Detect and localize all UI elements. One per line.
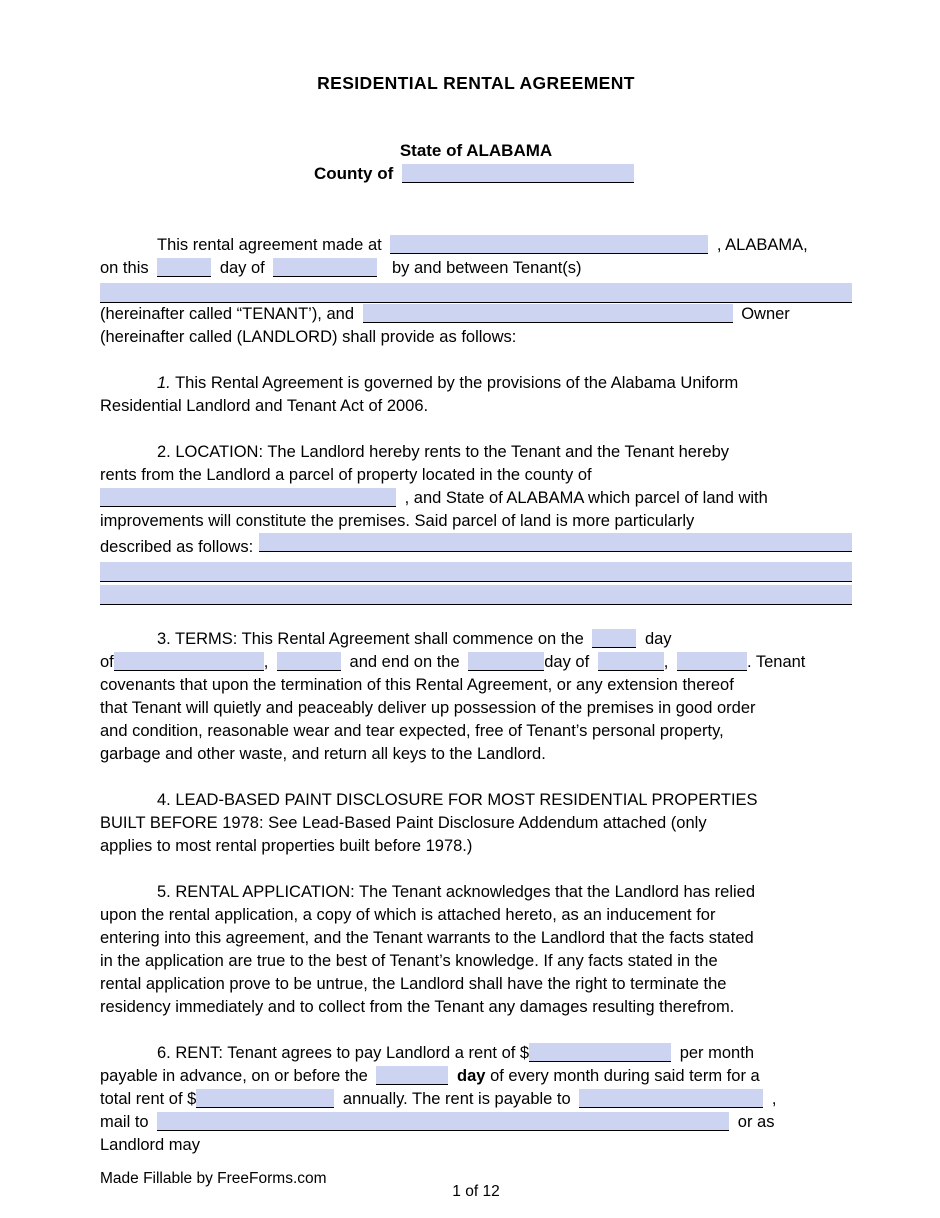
section-1-paragraph [100,372,852,418]
commence-month-field[interactable] [114,652,264,671]
rent-payable-to-field[interactable] [579,1089,763,1108]
monthly-rent-field[interactable] [529,1043,671,1062]
text-run: Landlord may [100,1136,200,1154]
text-run: day [457,1067,486,1085]
section-5-paragraph [100,881,852,1019]
county-label: County of [313,164,394,183]
section-3-paragraph [100,628,852,766]
text-run: total rent of $ [100,1090,197,1108]
text-run: Residential Landlord and Tenant Act of 2006. [100,397,429,415]
text-line [100,1134,852,1157]
end-day-field[interactable] [468,652,544,671]
text-line [100,303,852,326]
text-line [100,533,852,559]
county-line [100,162,852,185]
text-run: or as [737,1113,775,1131]
text-run: 3. TERMS: This Rental Agreement shall commence on the [157,630,584,648]
text-line [100,1042,852,1065]
text-line [100,628,852,651]
text-run: and end on the [349,653,460,671]
text-line [100,510,852,533]
text-run: (hereinafter called “TENANT’), and [100,305,355,323]
end-month-field[interactable] [598,652,664,671]
text-run: , ALABAMA, [716,236,808,254]
text-line: that Tenant will quietly and peaceably deliver up possession of the premises in good order [100,699,756,717]
text-run: by and between Tenant(s) [391,259,582,277]
end-year-field[interactable] [677,652,747,671]
text-line [100,1065,852,1088]
text-line: entering into this agreement, and the Tenant warrants to the Landlord that the facts stated [100,929,754,947]
text-line [100,441,852,464]
rent-mail-to-field[interactable] [157,1112,729,1131]
state-heading: State of ALABAMA [399,141,553,160]
agreement-day-field[interactable] [157,258,211,277]
credit-line: Made Fillable by FreeForms.com [100,1170,327,1187]
annual-rent-field[interactable] [196,1089,334,1108]
section-6-paragraph [100,1042,852,1157]
text-line [100,1088,852,1111]
text-run: mail to [100,1113,149,1131]
text-line: rental application prove to be untrue, the Landlord shall have the right to terminate the [100,975,727,993]
text-line [100,257,852,280]
text-line [100,234,852,257]
text-line [100,326,852,349]
intro-paragraph [100,234,852,349]
text-line [100,1111,852,1134]
property-description-field-1[interactable] [259,533,852,552]
made-at-field[interactable] [390,235,708,254]
text-run: (hereinafter called (LANDLORD) shall provide as follows: [100,328,517,346]
commence-year-field[interactable] [277,652,341,671]
commence-day-field[interactable] [592,629,636,648]
text-line: and condition, reasonable wear and tear expected, free of Tenant’s personal property, [100,722,724,740]
text-run: This rental agreement made at [157,236,382,254]
page-number: 1 of 12 [452,1183,500,1200]
text-line [100,372,852,395]
text-line: applies to most rental properties built before 1978.) [100,837,473,855]
text-run: This Rental Agreement is governed by the provisions of the Alabama Uniform [175,374,739,392]
text-run: , [771,1090,777,1108]
tenant-names-field[interactable] [100,283,852,303]
text-run: 6. RENT: Tenant agrees to pay Landlord a rent of $ [157,1044,530,1062]
agreement-month-field[interactable] [273,258,377,277]
section-3-body [100,674,852,766]
text-line: residency immediately and to collect from the Tenant any damages resulting therefrom. [100,998,735,1016]
text-run: . Tenant [746,653,806,671]
text-line: BUILT BEFORE 1978: See Lead-Based Paint Disclosure Addendum attached (only [100,814,707,832]
text-line: upon the rental application, a copy of which is attached hereto, as an inducement for [100,906,716,924]
text-run: per month [679,1044,754,1062]
text-run: described as follows: [100,538,254,556]
text-line [100,651,852,674]
text-run: day of [219,259,265,277]
section-2-paragraph [100,441,852,605]
text-run: of [100,653,114,671]
text-line [100,395,852,418]
text-line: 4. LEAD-BASED PAINT DISCLOSURE FOR MOST RESIDENTIAL PROPERTIES [157,791,758,809]
text-run: , [663,653,669,671]
text-run: of every month during said term for a [490,1067,760,1085]
text-line: in the application are true to the best of Tenant’s knowledge. If any facts stated in the [100,952,718,970]
section-1-number: 1. [157,374,171,392]
text-run: Owner [741,305,790,323]
document-title: RESIDENTIAL RENTAL AGREEMENT [317,73,635,93]
text-run: improvements will constitute the premises. Said parcel of land is more particularly [100,512,695,530]
text-run: on this [100,259,149,277]
text-run: rents from the Landlord a parcel of property located in the county of [100,466,592,484]
property-description-field-3[interactable] [100,585,852,605]
rent-due-day-field[interactable] [376,1066,448,1085]
text-line: covenants that upon the termination of this Rental Agreement, or any extension thereof [100,676,734,694]
section-4-paragraph [100,789,852,858]
text-run: day [644,630,672,648]
property-county-field[interactable] [100,488,396,507]
property-description-field-2[interactable] [100,562,852,582]
text-run: 2. LOCATION: The Landlord hereby rents to the Tenant and the Tenant hereby [157,443,730,461]
text-run: , and State of ALABAMA which parcel of land with [404,489,768,507]
text-run: day of [544,653,590,671]
text-line [100,464,852,487]
text-line: 5. RENTAL APPLICATION: The Tenant acknowledges that the Landlord has relied [157,883,756,901]
text-run: , [263,653,269,671]
text-run: payable in advance, on or before the [100,1067,368,1085]
county-field[interactable] [402,164,634,183]
text-run: annually. The rent is payable to [342,1090,571,1108]
text-line: garbage and other waste, and return all keys to the Landlord. [100,745,546,763]
landlord-name-field[interactable] [363,304,733,323]
text-line [100,487,852,510]
